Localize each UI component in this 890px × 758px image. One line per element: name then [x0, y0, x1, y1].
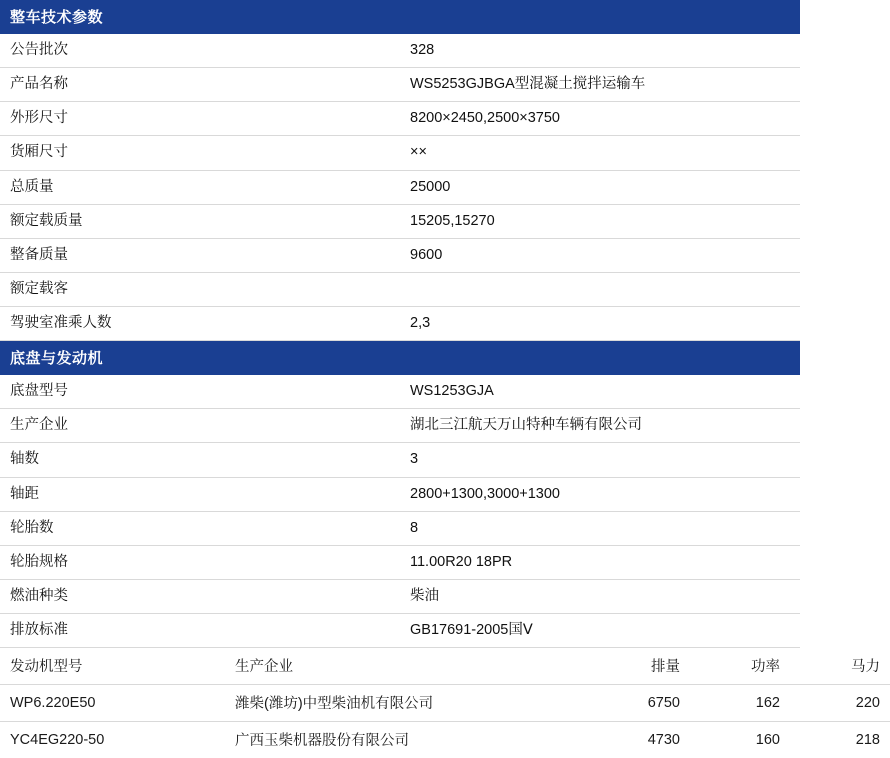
- table-row: [0, 545, 800, 579]
- row-value: 湖北三江航天万山特种车辆有限公司: [400, 409, 800, 443]
- engine-table: [0, 648, 890, 758]
- column-header-maker: 生产企业: [225, 648, 575, 685]
- table-row: [0, 614, 800, 648]
- row-label: 驾驶室准乘人数: [0, 307, 400, 341]
- section-header-vehicle-specs: [0, 0, 800, 34]
- section-title: 底盘与发动机: [0, 341, 800, 376]
- row-value: [400, 272, 800, 306]
- table-row: [0, 375, 800, 409]
- row-label: 排放标准: [0, 614, 400, 648]
- table-row: [0, 722, 890, 758]
- row-value: 25000: [400, 170, 800, 204]
- row-label: 额定载质量: [0, 204, 400, 238]
- table-row: [0, 307, 800, 341]
- row-value: 8200×2450,2500×3750: [400, 102, 800, 136]
- engine-table-header: [0, 648, 890, 685]
- row-label: 货厢尺寸: [0, 136, 400, 170]
- row-value: 3: [400, 443, 800, 477]
- column-header-power: 功率: [690, 648, 790, 685]
- table-row: [0, 409, 800, 443]
- engine-horsepower: 220: [790, 685, 890, 722]
- engine-maker: 潍柴(潍坊)中型柴油机有限公司: [225, 685, 575, 722]
- engine-horsepower: 218: [855, 731, 880, 748]
- row-label: 轴数: [0, 443, 400, 477]
- row-value: GB17691-2005国Ⅴ: [400, 614, 800, 648]
- table-row: [0, 68, 800, 102]
- row-label: 公告批次: [0, 34, 400, 68]
- table-row: [0, 511, 800, 545]
- row-label: 轴距: [0, 477, 400, 511]
- row-label: 轮胎数: [0, 511, 400, 545]
- row-value: 柴油: [400, 579, 800, 613]
- row-label: 外形尺寸: [0, 102, 400, 136]
- section-header-chassis-engine: [0, 341, 800, 376]
- row-value: 15205,15270: [400, 204, 800, 238]
- table-row: [0, 685, 890, 722]
- row-value: 11.00R20 18PR: [400, 545, 800, 579]
- engine-model: YC4EG220-50: [10, 731, 105, 748]
- table-row: [0, 34, 800, 68]
- engine-displacement: 6750: [575, 685, 690, 722]
- engine-power: 160: [755, 731, 780, 748]
- row-value: WS5253GJBGA型混凝土搅拌运输车: [400, 68, 800, 102]
- row-label: 产品名称: [0, 68, 400, 102]
- row-value: 9600: [400, 238, 800, 272]
- table-row: [0, 477, 800, 511]
- row-label: 生产企业: [0, 409, 400, 443]
- row-label: 额定载客: [0, 272, 400, 306]
- column-header-displacement: 排量: [575, 648, 690, 685]
- row-value: 328: [400, 34, 800, 68]
- table-row: [0, 170, 800, 204]
- row-label: 底盘型号: [0, 375, 400, 409]
- row-value: 8: [400, 511, 800, 545]
- table-row: [0, 102, 800, 136]
- column-header-model: 发动机型号: [0, 648, 225, 685]
- row-value: WS1253GJA: [400, 375, 800, 409]
- row-value: 2800+1300,3000+1300: [400, 477, 800, 511]
- row-value: 2,3: [400, 307, 800, 341]
- table-row: [0, 238, 800, 272]
- table-row: [0, 204, 800, 238]
- row-label: 整备质量: [0, 238, 400, 272]
- engine-displacement: 4730: [647, 731, 680, 748]
- column-header-horsepower: 马力: [790, 648, 890, 685]
- engine-maker: 广西玉柴机器股份有限公司: [235, 733, 409, 750]
- row-value: ××: [400, 136, 800, 170]
- table-row: [0, 136, 800, 170]
- table-row: [0, 443, 800, 477]
- row-label: 轮胎规格: [0, 545, 400, 579]
- table-row: [0, 579, 800, 613]
- row-label: 总质量: [0, 170, 400, 204]
- row-label: 燃油种类: [0, 579, 400, 613]
- table-row: [0, 272, 800, 306]
- engine-model: WP6.220E50: [0, 685, 225, 722]
- engine-power: 162: [690, 685, 790, 722]
- section-title: 整车技术参数: [0, 0, 800, 34]
